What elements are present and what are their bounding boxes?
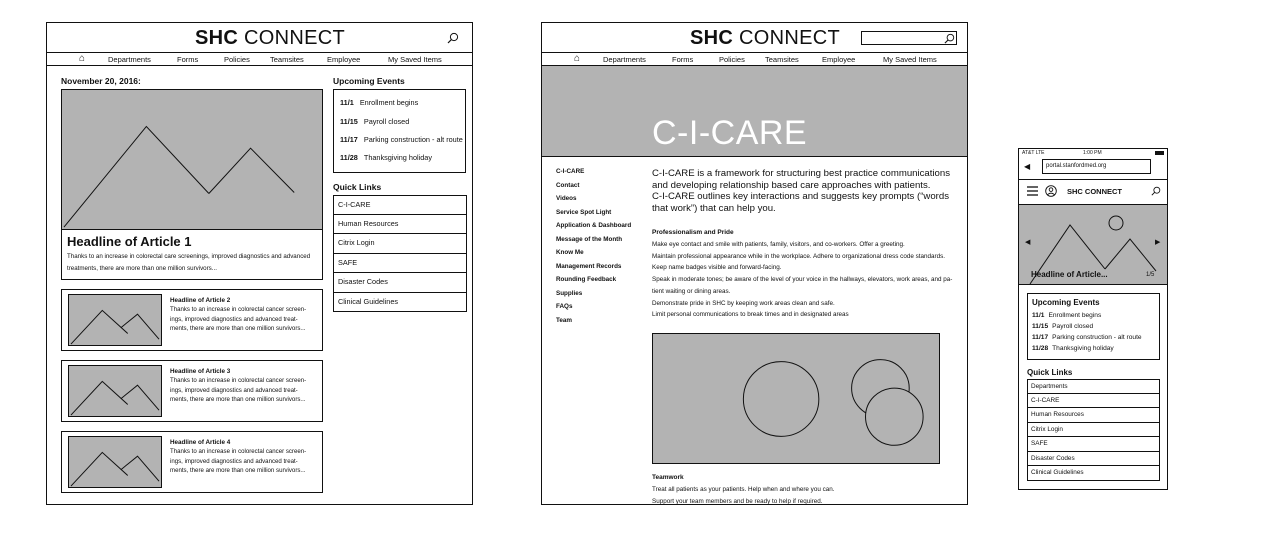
main-nav (542, 52, 967, 66)
section-title: Professionalism and Pride (652, 229, 734, 236)
event-date: 11/1 (1032, 312, 1045, 319)
home-icon[interactable]: ⌂ (574, 53, 581, 64)
feature-image-placeholder (61, 89, 323, 230)
sidebar-link[interactable]: Message of the Month (556, 235, 623, 243)
nav-departments[interactable]: Departments (108, 55, 151, 64)
article-text-line: ments, there are more than one million survivors... (170, 467, 306, 474)
article-image-placeholder (68, 436, 162, 488)
section-line: tient waiting or dining areas. (652, 287, 731, 295)
sidebar-link[interactable]: FAQs (556, 303, 573, 310)
article-card[interactable] (61, 360, 323, 422)
event-item[interactable] (1032, 323, 1093, 330)
nav-departments[interactable]: Departments (603, 55, 646, 64)
quick-link[interactable]: SAFE (1027, 437, 1160, 452)
battery-icon (1155, 151, 1164, 155)
article-card[interactable] (61, 431, 323, 493)
event-date: 11/1 (340, 98, 354, 107)
section-line: Support your team members and be ready to help if required. (652, 497, 823, 505)
back-arrow-icon[interactable]: ◀ (1024, 162, 1031, 171)
carousel-counter: 1/5 (1146, 272, 1155, 278)
feature-article[interactable] (61, 89, 323, 280)
article-text-line: ings, improved diagnostics and advanced treat- (170, 315, 298, 323)
mobile-header (1019, 179, 1168, 204)
event-item[interactable] (1032, 345, 1114, 352)
event-text: Parking construction - alt route (363, 135, 463, 144)
mobile-wireframe (1018, 148, 1168, 490)
quick-link[interactable]: Clinical Guidelines (1027, 466, 1160, 481)
quick-link[interactable]: Human Resources (333, 215, 467, 235)
hero-headline[interactable]: Headline of Article... (1031, 270, 1108, 279)
event-item[interactable] (340, 135, 463, 144)
nav-policies[interactable]: Policies (224, 55, 250, 64)
quick-link[interactable]: SAFE (333, 254, 467, 274)
search-input[interactable] (861, 31, 957, 45)
hero-carousel[interactable] (1019, 204, 1168, 285)
sidebar-link[interactable]: Rounding Feedback (556, 276, 617, 283)
brand-light: CONNECT (244, 27, 345, 49)
upcoming-events-title: Upcoming Events (333, 76, 405, 86)
sidebar-link[interactable]: Application & Dashboard (556, 222, 632, 229)
carousel-prev-icon[interactable]: ◀ (1025, 239, 1031, 246)
hero-banner (542, 66, 968, 157)
search-icon[interactable] (1151, 186, 1161, 196)
quick-link[interactable]: Departments (1027, 379, 1160, 394)
quick-link[interactable]: Citrix Login (1027, 423, 1160, 438)
article-text-line: ments, there are more than one million survivors... (170, 325, 306, 332)
intro-line: C-I-CARE outlines key interactions and suggests key prompts (“words (652, 191, 949, 203)
event-date: 11/28 (340, 153, 358, 162)
nav-employee[interactable]: Employee (327, 55, 361, 64)
article-text-line: ings, improved diagnostics and advanced treat- (170, 457, 298, 465)
event-item[interactable] (1032, 312, 1101, 319)
nav-saved-items[interactable]: My Saved Items (883, 55, 937, 64)
sidebar-link[interactable]: Team (556, 316, 572, 324)
event-text: Payroll closed (363, 117, 410, 126)
event-text: Payroll closed (1052, 323, 1094, 330)
quick-link[interactable]: Human Resources (1027, 408, 1160, 423)
mobile-quick-links-title: Quick Links (1027, 368, 1073, 377)
article-headline[interactable]: Headline of Article 3 (170, 368, 231, 375)
nav-forms[interactable]: Forms (672, 55, 694, 64)
news-date: November 20, 2016: (61, 76, 141, 86)
status-time: 1:00 PM (1083, 150, 1102, 156)
cicare-wireframe (541, 22, 968, 505)
event-item[interactable] (1032, 334, 1142, 341)
mobile-events-title: Upcoming Events (1032, 298, 1100, 307)
intro-line: that work”) that can help you. (652, 203, 776, 215)
sidebar-link[interactable]: Videos (556, 195, 577, 202)
event-text: Thanksgiving holiday (1052, 345, 1114, 352)
section-line: Treat all patients as your patients. Help when and where you can. (652, 486, 835, 493)
section-line: Keep name badges visible and forward-facing. (652, 264, 782, 272)
event-date: 11/15 (340, 117, 358, 126)
article-headline[interactable]: Headline of Article 4 (170, 439, 231, 446)
feature-headline[interactable]: Headline of Article 1 (67, 234, 192, 249)
section-title: Teamwork (652, 474, 684, 481)
search-icon[interactable] (944, 33, 955, 44)
quick-link[interactable]: Disaster Codes (333, 273, 467, 293)
intro-line: and developing relationship based care approaches with patients. (652, 179, 931, 191)
page-title: C-I-CARE (652, 114, 808, 152)
event-date: 11/17 (340, 135, 358, 144)
nav-saved-items[interactable]: My Saved Items (388, 55, 442, 64)
main-nav (47, 52, 472, 66)
sidebar-link[interactable]: Contact (556, 181, 580, 189)
event-text: Enrollment begins (1048, 312, 1102, 319)
home-wireframe (46, 22, 473, 505)
quick-links-title: Quick Links (333, 182, 382, 192)
section-line: Maintain professional appearance while in the workplace. Adhere to organizational dress code standards. (652, 252, 945, 260)
quick-link[interactable]: C-I-CARE (333, 195, 467, 215)
article-image-placeholder (68, 365, 162, 417)
event-date: 11/17 (1032, 334, 1049, 341)
mobile-quick-links (1027, 379, 1160, 481)
carousel-next-icon[interactable]: ▶ (1155, 239, 1161, 246)
article-card[interactable] (61, 289, 323, 351)
nav-teamsites[interactable]: Teamsites (270, 55, 304, 64)
section-line: Make eye contact and smile with patients, family, visitors, and co-workers. Offer a greeting. (652, 241, 905, 248)
event-date: 11/15 (1032, 323, 1049, 330)
event-item[interactable] (340, 98, 418, 107)
sidebar-link[interactable]: Know Me (556, 249, 584, 256)
sidebar-link[interactable]: Management Records (556, 262, 622, 270)
section-line: Speak in moderate tones; be aware of the level of your voice in the hallways, elevators, work areas, and pa- (652, 276, 953, 284)
article-image-placeholder (68, 294, 162, 346)
quick-link[interactable]: Disaster Codes (1027, 452, 1160, 467)
article-text-line: Thanks to an increase in colorectal cancer screen- (170, 377, 307, 384)
nav-employee[interactable]: Employee (822, 55, 856, 64)
upcoming-events-box (333, 89, 466, 173)
event-text: Thanksgiving holiday (363, 153, 433, 162)
event-item[interactable] (340, 117, 409, 126)
mobile-title[interactable]: SHC CONNECT (1067, 187, 1123, 196)
brand-logo[interactable] (690, 27, 840, 50)
sidebar-link[interactable]: Supplies (556, 289, 583, 297)
carrier-label: AT&T LTE (1022, 150, 1045, 156)
brand-bold: SHC (195, 27, 239, 49)
section-line: Demonstrate pride in SHC by keeping work areas clean and safe. (652, 299, 835, 307)
article-headline[interactable]: Headline of Article 2 (170, 297, 231, 304)
media-placeholder[interactable] (652, 333, 940, 464)
brand-logo[interactable] (195, 27, 345, 50)
home-icon[interactable]: ⌂ (79, 53, 86, 64)
article-text-line: Thanks to an increase in colorectal cancer screen- (170, 448, 307, 455)
section-line: Limit personal communications to break times and in designated areas (652, 311, 849, 319)
brand-bold: SHC (690, 27, 734, 49)
event-text: Enrollment begins (359, 98, 419, 107)
mobile-events-box (1027, 293, 1160, 360)
event-item[interactable] (340, 153, 432, 162)
event-text: Parking construction - alt route (1052, 334, 1142, 341)
nav-teamsites[interactable]: Teamsites (765, 55, 799, 64)
feature-text: Thanks to an increase in colorectal care screenings, improved diagnostics and advanced treatments, there are more than one million survivors... (67, 253, 311, 272)
search-icon[interactable] (447, 32, 459, 44)
article-text-line: ings, improved diagnostics and advanced treat- (170, 386, 298, 394)
article-text-line: Thanks to an increase in colorectal cancer screen- (170, 306, 307, 313)
event-date: 11/28 (1032, 345, 1049, 352)
article-text-line: ments, there are more than one million survivors... (170, 396, 306, 403)
intro-line: C-I-CARE is a framework for structuring best practice communications (652, 168, 951, 179)
sidebar-link[interactable]: Service Spot Light (556, 208, 612, 216)
sidebar-link[interactable]: C-I-CARE (556, 168, 585, 175)
user-icon[interactable] (1045, 185, 1057, 197)
quick-link[interactable]: Clinical Guidelines (333, 293, 467, 313)
brand-light: CONNECT (739, 27, 840, 49)
nav-forms[interactable]: Forms (177, 55, 199, 64)
quick-link[interactable]: Citrix Login (333, 234, 467, 254)
menu-icon[interactable] (1027, 186, 1038, 196)
quick-link[interactable]: C-I-CARE (1027, 394, 1160, 409)
nav-policies[interactable]: Policies (719, 55, 745, 64)
url-bar[interactable] (1042, 159, 1151, 174)
url-text: portal.stanfordmed.org (1046, 163, 1107, 169)
